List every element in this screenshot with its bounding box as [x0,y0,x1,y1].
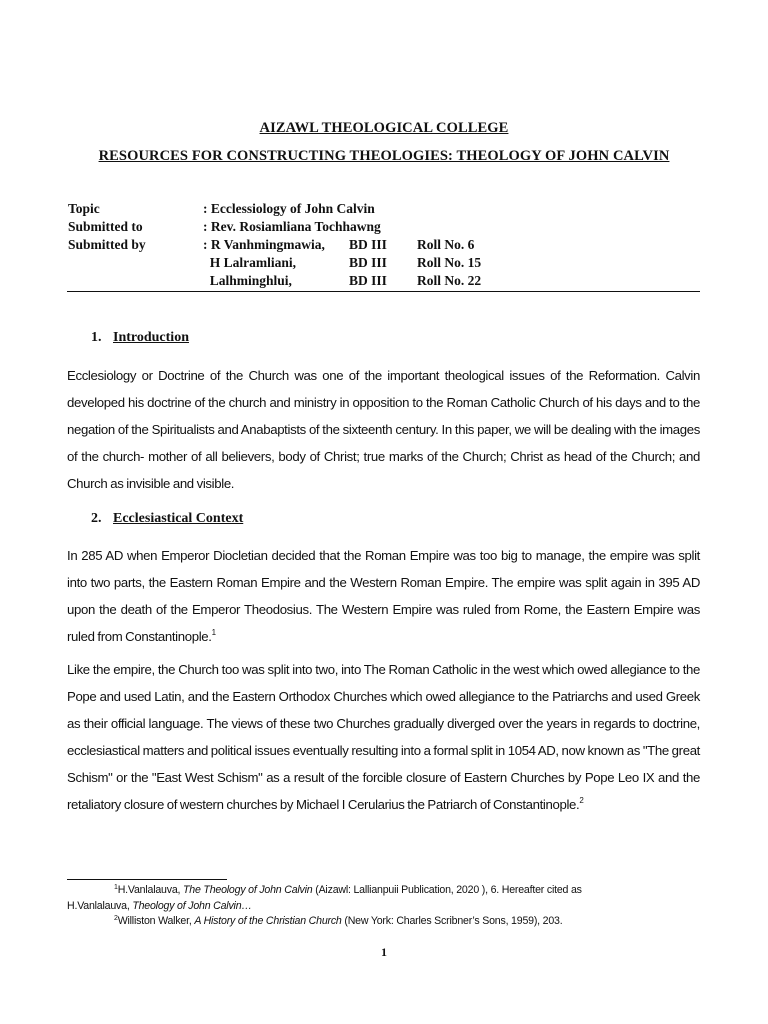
footnote-marker: 2 [114,915,118,922]
footnote-marker: 1 [114,884,118,891]
paragraph-text: Like the empire, the Church too was split into two, into The Roman Catholic in the west which owed allegiance to the Pope and used Latin, and the Eastern Orthodox Churches which owed allegiance to the Patriarchs and used Greek as their official language. The views of these two Churches gradually diverged over the years in regards to doctrine, ecclesiastical matters and political issues eventually resulting into a formal split in 1054 AD, now known as "The great Schism" or the "East West Schism" as a result of the forcible closure of Eastern Churches by Pope Leo IX and the retaliatory closure of western churches by Michael I Cerularius the Patriarch of Constantinople. [67,662,700,812]
student-name: H Lalramliani, [203,255,297,270]
submitted-to-value: : Rev. Rosiamliana Tochhawng [203,219,381,234]
footnote-2 [67,914,700,930]
footnote-author: H.Vanlalauva, [117,884,184,896]
footnote-1 [67,883,700,914]
section-number: 2. [91,511,102,526]
submitted-to-label: Submitted to [68,219,143,234]
college-title: AIZAWL THEOLOGICAL COLLEGE [259,120,509,136]
student-class: BD III [349,273,387,288]
footnote-author: H.Vanlalauva, [67,899,133,912]
footnote-author: Williston Walker, [117,915,195,927]
footnote-book-title: The Theology of John Calvin [183,884,313,896]
student-roll: Roll No. 6 [417,237,475,252]
student-roll: Roll No. 15 [417,255,482,270]
topic-label: Topic [68,201,100,216]
submitted-by-label: Submitted by [68,237,146,252]
section-title: Introduction [113,330,189,345]
footnote-publication: (Aizawl: Lallianpuii Publication, 2020 ), 6. Hereafter cited as [312,884,582,896]
section-title: Ecclesiastical Context [113,511,244,526]
introduction-paragraph: Ecclesiology or Doctrine of the Church was one of the important theological issues of the Reformation. Calvin developed his doctrine of the church and ministry in opposition to the Roman Catholic Church of his days and to the negation of the Spiritualists and Anabaptists of the sixteenth century. In this paper, we will be dealing with the images of the church- mother of all believers, body of Christ; true marks of the Church; Christ as head of the Church; and Church as invisible and visible. [67,368,700,491]
context-paragraph-2 [67,656,700,818]
student-name: : R Vanhmingmawia, [203,237,325,252]
footnote-ref[interactable]: 1 [211,628,216,637]
context-paragraph-1 [67,542,700,650]
student-name: Lalhminghlui, [203,273,292,288]
footnote-divider [67,879,227,880]
student-roll: Roll No. 22 [417,273,482,288]
footnote-book-title: A History of the Christian Church [194,915,342,927]
page-number: 1 [381,945,387,959]
topic-value: : Ecclessiology of John Calvin [203,201,375,216]
section-number: 1. [91,330,102,345]
student-class: BD III [349,237,387,252]
footnote-short-title: Theology of John Calvin… [132,899,252,912]
paper-title: RESOURCES FOR CONSTRUCTING THEOLOGIES: THEOLOGY OF JOHN CALVIN [98,148,670,164]
student-class: BD III [349,255,387,270]
paragraph-text: In 285 AD when Emperor Diocletian decided that the Roman Empire was too big to manage, the empire was split into two parts, the Eastern Roman Empire and the Western Roman Empire. The empire was split again in 395 AD upon the death of the Emperor Theodosius. The Western Empire was ruled from Rome, the Eastern Empire was ruled from Constantinople. [67,548,700,644]
header-divider [67,291,700,292]
footnotes [67,883,700,930]
footnote-ref[interactable]: 2 [579,796,584,805]
footnote-publication: (New York: Charles Scribner’s Sons, 1959), 203. [341,915,563,927]
